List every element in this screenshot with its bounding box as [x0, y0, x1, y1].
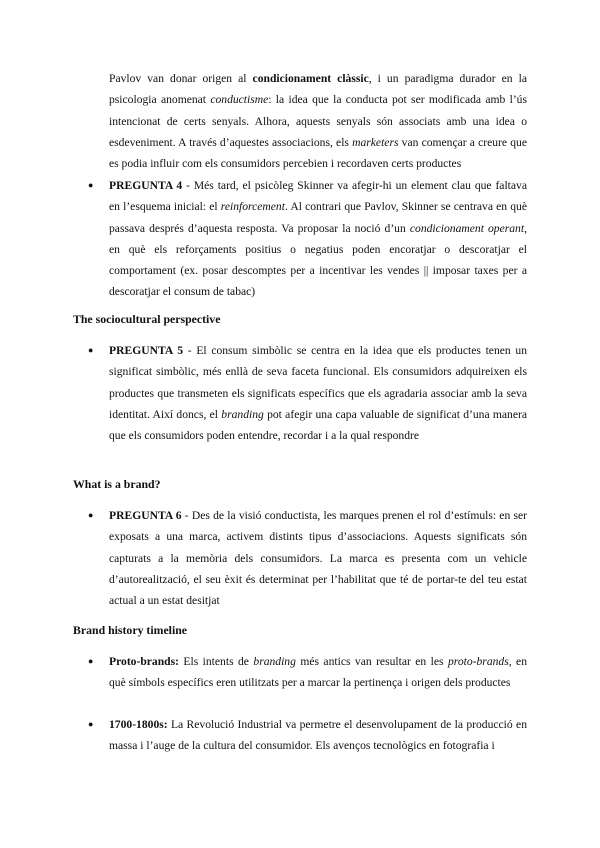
list-item-proto-brands: [88, 651, 527, 694]
text-run: , en què símbols específics eren utilitzats per a marcar la pertinença i origen dels productes: [109, 655, 527, 690]
question-label: PREGUNTA 4: [109, 179, 183, 192]
list-item-pregunta-4: [88, 175, 527, 303]
item-label: Proto-brands:: [109, 655, 179, 668]
italic-term: condicionament operant: [409, 221, 525, 235]
text-run: , i un paradigma durador en la psicologia anomenat: [109, 72, 527, 107]
bullet-icon: ●: [88, 719, 94, 729]
text-run: - Des de la visió conductista, les marques prenen el rol d’estímuls: en ser exposats a una marca, activem distints tipus d’associacions. Aquests significats són capturats a la memòria dels consumidors. La marca es presenta com un vehicle d’autorealització, el seu èxit és determinat per l’habilitat que té de portar-te del teu estat actual a un estat desitjat: [109, 509, 527, 608]
italic-term: reinforcement: [220, 200, 285, 214]
bullet-icon: ●: [88, 345, 94, 355]
text-run: , en què els reforçaments positius o negatius poden encoratjar o descoratjar el comportament (ex. posar descomptes per a incentivar les vendes || imposar taxes per a descoratjar el consum de tabac): [109, 221, 527, 299]
text-run: . Al contrari que Pavlov, Skinner se centrava en què passava després d’aquesta resposta. Va proposar la noció d’un: [109, 200, 527, 235]
bullet-icon: ●: [88, 510, 94, 520]
list-item-1700-1800s: [88, 714, 527, 757]
bold-term: condicionament clàssic: [252, 72, 369, 85]
text-run: La Revolució Industrial va permetre el desenvolupament de la producció en massa i l’auge de la cultura del consumidor. Els avenços tecnològics en fotografia i: [109, 718, 527, 753]
text-run: Pavlov van donar origen al: [109, 72, 253, 85]
text-run: - Més tard, el psicòleg Skinner va afegir-hi un element clau que faltava en l’esquema inicial: el: [109, 179, 527, 214]
question-label: PREGUNTA 6: [109, 509, 182, 522]
section-heading-timeline: Brand history timeline: [73, 623, 188, 637]
italic-term: proto-brands: [447, 655, 509, 668]
list-item-pregunta-5: [88, 340, 527, 446]
section-heading-brand: What is a brand?: [73, 477, 161, 491]
text-run: - El consum simbòlic se centra en la idea que els productes tenen un significat simbòlic, més enllà de seva faceta funcional. Els consumidors adquireixen els productes que transmeten els significats específics que els agradaria associar amb la seva identitat. Així doncs, el: [109, 344, 527, 421]
question-label: PREGUNTA 5: [109, 344, 184, 357]
text-run: pot afegir una capa valuable de significat d’una manera que els consumidors poden entendre, recordar i a la qual respondre: [109, 407, 527, 443]
italic-term: branding: [253, 655, 296, 668]
italic-term: marketers: [352, 135, 399, 149]
bullet-icon: ●: [88, 180, 94, 190]
bullet-icon: ●: [88, 656, 94, 666]
text-run: : la idea que la conducta pot ser modificada amb l’ús intencionat de certs senyals. Alhora, aquests senyals són associats amb una idea o esdeveniment. A través d’aquestes associacions, els: [109, 93, 527, 149]
section-heading-sociocultural: The sociocultural perspective: [73, 312, 221, 326]
italic-term: branding: [221, 407, 264, 421]
text-run: Els intents de: [179, 655, 254, 668]
list-item-pregunta-6: [88, 505, 527, 611]
text-run: més antics van resultar en les: [295, 655, 448, 668]
item-label: 1700-1800s:: [109, 718, 168, 731]
intro-paragraph: [109, 68, 527, 174]
italic-term: conductisme: [210, 93, 269, 107]
text-run: van començar a creure que es podia influir com els consumidors percebien i recordaven certs productes: [109, 135, 527, 171]
